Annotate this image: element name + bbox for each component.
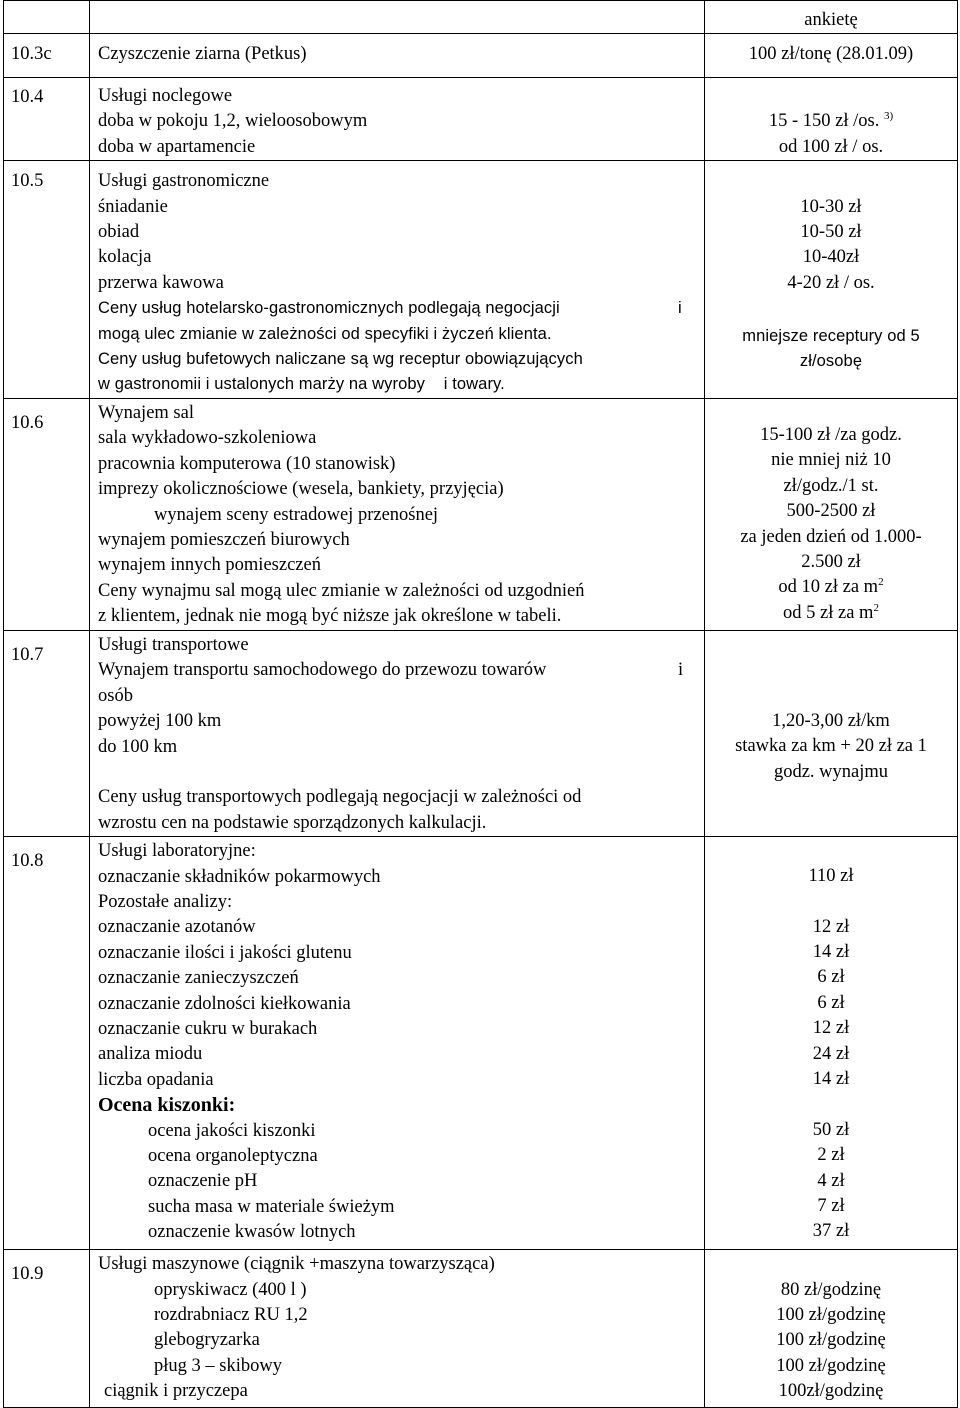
row-number-text: 10.5: [11, 171, 44, 192]
price-value: 12 zł: [812, 916, 850, 937]
description-cell: [90, 161, 705, 399]
price-line: [705, 109, 957, 134]
price-value: 10-40zł: [802, 247, 860, 268]
list-item: wynajem pomieszczeń biurowych: [98, 529, 350, 550]
list-item: oznaczanie ilości i jakości glutenu: [98, 942, 352, 963]
continuation-text: ankietę: [804, 9, 858, 30]
row-title: Usługi noclegowe: [98, 86, 233, 106]
row-number: [4, 630, 90, 836]
price-value: nie mniej niż 10: [771, 450, 891, 471]
list-item: liczba opadania: [98, 1069, 214, 1090]
row-title: Usługi transportowe: [98, 634, 249, 655]
description-cell: [90, 630, 705, 836]
price-line: [705, 575, 957, 600]
description-cell: [90, 837, 705, 1250]
description-cell: [90, 398, 705, 630]
table-row: [4, 161, 958, 399]
price-value: zł/osobę: [799, 352, 863, 371]
price-cell: [705, 398, 958, 630]
price-value: 100 zł/tonę (28.01.09): [748, 44, 914, 64]
list-item: wynajem sceny estradowej przenośnej: [154, 504, 439, 525]
price-value: mniejsze receptury od 5: [742, 326, 920, 345]
price-value: 500-2500 zł: [786, 501, 876, 522]
note-text: Ceny usług transportowych podlegają negocjacji w zależności od: [98, 787, 582, 808]
price-value: 4-20 zł / os.: [787, 272, 875, 293]
row-number: [4, 837, 90, 1250]
list-item: do 100 km: [98, 736, 178, 757]
price-value: 7 zł: [817, 1195, 845, 1216]
empty-cell: [4, 1, 90, 34]
price-value: 10-30 zł: [800, 196, 862, 217]
price-value: od 10 zł za m: [778, 577, 879, 598]
row-title: Wynajem sal: [98, 402, 194, 423]
note-text: z klientem, jednak nie mogą być niższe jak określone w tabeli.: [98, 606, 562, 627]
row-number: [4, 1250, 90, 1408]
row-number: [4, 78, 90, 161]
note-text: Ceny usług bufetowych naliczane są wg receptur obowiązujących: [98, 350, 583, 369]
price-value: od 5 zł za m: [783, 602, 874, 623]
price-value: 37 zł: [812, 1221, 850, 1242]
note-text: i: [678, 660, 684, 681]
price-value: 14 zł: [812, 1068, 850, 1089]
list-item: oznaczanie azotanów: [98, 917, 256, 938]
list-item: oznaczanie składników pokarmowych: [98, 866, 381, 887]
list-item: śniadanie: [98, 196, 168, 217]
note-line: [98, 296, 698, 321]
list-item: doba w pokoju 1,2, wieloosobowym: [98, 111, 368, 132]
list-item: oznaczanie cukru w burakach: [98, 1018, 318, 1039]
row-number-text: 10.6: [11, 412, 44, 433]
list-item: glebogryzarka: [154, 1330, 260, 1351]
list-item: pług 3 – skibowy: [154, 1355, 282, 1376]
list-item: pracownia komputerowa (10 stanowisk): [98, 453, 396, 474]
price-value: 100 zł/godzinę: [776, 1304, 886, 1325]
price-value: 100zł/godzinę: [778, 1381, 884, 1402]
row-number: [4, 161, 90, 399]
list-item: powyżej 100 km: [98, 711, 222, 732]
list-item: oznaczenie kwasów lotnych: [148, 1222, 356, 1243]
list-item: sucha masa w materiale świeżym: [148, 1196, 395, 1217]
description-cell: [90, 34, 705, 78]
list-item: przerwa kawowa: [98, 272, 224, 293]
price-value: godz. wynajmu: [773, 761, 889, 782]
price-value: 100 zł/godzinę: [776, 1330, 886, 1351]
list-item: doba w apartamencie: [98, 136, 256, 157]
description-cell: [90, 1250, 705, 1408]
list-item: oznaczenie pH: [148, 1171, 258, 1192]
price-value: 14 zł: [812, 941, 850, 962]
price-cell: [705, 34, 958, 78]
price-value: 10-50 zł: [800, 222, 862, 243]
price-value: od 100 zł / os.: [778, 136, 884, 157]
price-value: 4 zł: [817, 1170, 845, 1191]
note-text: Ceny wynajmu sal mogą ulec zmianie w zależności od uzgodnień: [98, 580, 585, 601]
price-cell: [705, 630, 958, 836]
note-line: [98, 372, 698, 397]
empty-cell: [90, 1, 705, 34]
price-value: 24 zł: [812, 1043, 850, 1064]
row-number: [4, 34, 90, 78]
price-value: 50 zł: [812, 1119, 850, 1140]
list-item: opryskiwacz (400 l ): [154, 1279, 307, 1300]
row-number-text: 10.3c: [11, 44, 52, 64]
note-text: Wynajem transportu samochodowego do przewozu towarów: [98, 660, 547, 681]
price-value: 80 zł/godzinę: [780, 1279, 882, 1300]
list-item: imprezy okolicznościowe (wesela, bankiety, przyjęcia): [98, 479, 504, 500]
table-row: [4, 78, 958, 161]
description-cell: [90, 78, 705, 161]
price-cell: [705, 78, 958, 161]
list-item: rozdrabniacz RU 1,2: [154, 1304, 308, 1325]
note-text: Ceny usług hotelarsko-gastronomicznych podlegają negocjacji: [98, 299, 560, 318]
list-item: ocena organoleptyczna: [148, 1145, 318, 1166]
list-item: sala wykładowo-szkoleniowa: [98, 428, 317, 449]
price-table: [3, 0, 958, 1408]
superscript: 2: [873, 601, 879, 614]
note-text: osób: [98, 685, 133, 706]
note-text: i towary.: [443, 375, 505, 394]
list-item: wynajem innych pomieszczeń: [98, 555, 321, 576]
table-row: [4, 34, 958, 78]
table-row: [4, 630, 958, 836]
row-number: [4, 398, 90, 630]
row-title: Usługi maszynowe (ciągnik +maszyna towarzysząca): [98, 1254, 495, 1275]
list-item: ocena jakości kiszonki: [148, 1120, 316, 1141]
section-subtitle: Ocena kiszonki:: [98, 1094, 236, 1117]
table-row: [4, 837, 958, 1250]
row-title: Usługi gastronomiczne: [98, 171, 270, 192]
price-value: stawka za km + 20 zł za 1: [735, 736, 927, 757]
price-cell: [705, 1250, 958, 1408]
row-number-text: 10.4: [11, 87, 44, 107]
price-value: 100 zł/godzinę: [776, 1355, 886, 1376]
note-text: i: [678, 299, 682, 318]
superscript: 2: [878, 576, 884, 589]
note-text: w gastronomii i ustalonych marży na wyroby: [98, 375, 425, 394]
price-value: zł/godz./1 st.: [783, 475, 879, 496]
price-value: 2 zł: [817, 1145, 845, 1166]
price-value: 6 zł: [817, 992, 845, 1013]
list-item: ciągnik i przyczepa: [104, 1381, 248, 1402]
price-value: 1,20-3,00 zł/km: [772, 711, 890, 732]
price-line: [705, 601, 957, 626]
price-value: 2.500 zł: [801, 551, 861, 572]
table-row: [4, 1, 958, 34]
row-title: Usługi laboratoryjne:: [98, 841, 256, 862]
note-text: wzrostu cen na podstawie sporządzonych kalkulacji.: [98, 812, 487, 833]
row-title: Czyszczenie ziarna (Petkus): [98, 44, 307, 64]
list-item: kolacja: [98, 247, 152, 268]
price-value: 110 zł: [808, 866, 854, 887]
list-item: oznaczanie zanieczyszczeń: [98, 968, 299, 989]
price-cell: [705, 161, 958, 399]
row-number-text: 10.9: [11, 1264, 44, 1285]
note-line: [98, 658, 698, 683]
table-row: [4, 1250, 958, 1408]
price-cell: [705, 837, 958, 1250]
row-number-text: 10.7: [11, 644, 44, 665]
list-item: obiad: [98, 222, 140, 243]
footnote-marker: 3): [883, 110, 894, 123]
price-value: 15 - 150 zł /os.: [768, 111, 880, 132]
list-item: analiza miodu: [98, 1044, 203, 1065]
list-item: oznaczanie zdolności kiełkowania: [98, 993, 351, 1014]
note-text: mogą ulec zmianie w zależności od specyfiki i życzeń klienta.: [98, 324, 552, 343]
price-value: 12 zł: [812, 1018, 850, 1039]
section-subtitle: Pozostałe analizy:: [98, 891, 233, 912]
price-cell: [705, 1, 958, 34]
price-value: 15-100 zł /za godz.: [760, 424, 902, 445]
table-row: [4, 398, 958, 630]
row-number-text: 10.8: [11, 851, 44, 872]
price-value: 6 zł: [817, 967, 845, 988]
price-value: za jeden dzień od 1.000-: [740, 526, 922, 547]
